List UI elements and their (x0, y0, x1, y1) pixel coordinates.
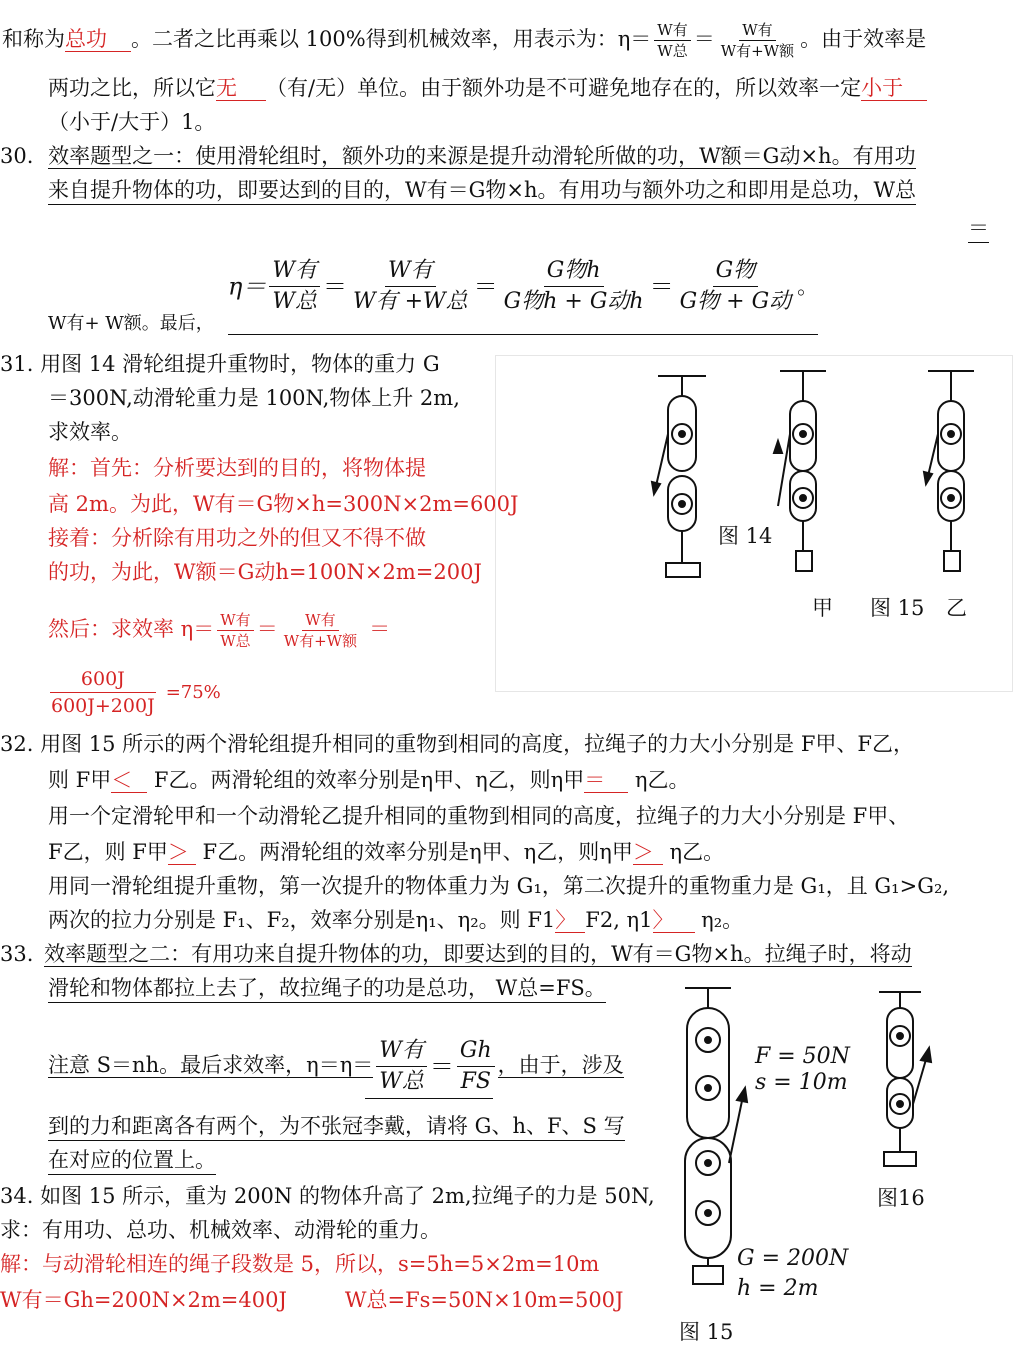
denominator: FS (460, 1069, 491, 1094)
pulley-diagrams-2 (675, 978, 1015, 1350)
question-number: 32. (0, 732, 34, 756)
text: 如图 15 所示，重为 200N 的物体升高了 2m,拉绳子的力是 50N, (40, 1184, 655, 1208)
text: F乙。两滑轮组的效率分别是η甲、η乙，则η甲 (147, 768, 585, 792)
fraction (457, 1036, 495, 1097)
numerator: W有 (217, 610, 253, 631)
text: 效率题型之二：有用功来自提升物体的功，即要达到的目的，W有＝G物×h。拉绳子时，将动 (44, 942, 912, 966)
eta-symbol: η＝ (228, 272, 267, 301)
denominator: W总 (272, 289, 318, 314)
label-jia: 甲 (812, 596, 833, 620)
denominator: 600J+200J (51, 695, 155, 717)
question-number: 30. (0, 144, 34, 168)
question-31-line-3: 求效率。 (48, 420, 132, 444)
question-number: 33. (0, 942, 34, 966)
figure-16-label: 图16 (877, 1186, 925, 1210)
text: W总=Fs=50N×10m=500J (344, 1288, 624, 1312)
period: 。 (797, 274, 819, 299)
intro-line-2 (48, 74, 927, 102)
figure-15-label: 图 15 (870, 596, 925, 620)
text: 注意 S＝nh。最后求效率，η＝η＝ (48, 1053, 374, 1077)
fraction (281, 610, 360, 651)
figure-15-label: 图 15 (679, 1320, 734, 1344)
numerator: Gh (457, 1036, 495, 1067)
text: η₂。 (694, 908, 744, 932)
solution-31-line-5 (48, 610, 390, 651)
numerator: W有 (739, 20, 775, 41)
text: 两次的拉力分别是 F₁、F₂，效率分别是η₁、η₂。则 F1 (48, 908, 556, 932)
fraction (376, 1036, 427, 1097)
numerator: W有 (269, 256, 320, 287)
figure-14-label: 图 14 (718, 524, 773, 548)
answer-blank-unit: 无 (216, 76, 266, 101)
numerator: W有 (376, 1036, 427, 1067)
question-33-line-4: 到的力和距离各有两个，为不张冠李戴，请将 G、h、F、S 写 (48, 1112, 625, 1141)
answer-blank: ＜ (111, 768, 147, 793)
intro-line-1 (2, 20, 926, 61)
text: 和称为 (2, 27, 65, 51)
text: F乙。两滑轮组的效率分别是η甲、η乙，则η甲 (195, 840, 633, 864)
fraction (48, 666, 158, 719)
question-34-line-1 (0, 1182, 655, 1210)
solution-31-line-1: 解：首先：分析要达到的目的，将物体提 (48, 456, 426, 480)
denominator: W有+W额 (283, 632, 358, 650)
answer-blank: 〉 (653, 908, 695, 933)
text: η乙。 (662, 840, 725, 864)
frac-d (677, 256, 795, 317)
solution-31-line-2: 高 2m。为此，W有＝G物×h=300N×2m=600J (48, 492, 519, 516)
equals: ＝ (649, 272, 674, 301)
numerator: G物h (544, 256, 604, 287)
force-label: F = 50N (755, 1044, 850, 1069)
text: 用图 14 滑轮组提升重物时，物体的重力 G (40, 352, 440, 376)
text: ，由于，涉及 (497, 1053, 624, 1077)
height-label: h = 2m (737, 1276, 819, 1301)
answer-blank: ＞ (633, 840, 663, 865)
equals: ＝ (473, 272, 498, 301)
answer-blank: ＝ (584, 768, 628, 793)
denominator: W总 (379, 1069, 424, 1094)
solution-31-line-4: 的功，为此，W额＝G动h=100N×2m=200J (48, 560, 482, 584)
question-31-line-2: ＝300N,动滑轮重力是 100N,物体上升 2m, (48, 386, 460, 410)
equals: ＝ (429, 1052, 454, 1081)
solution-34-line-1: 解：与动滑轮相连的绳子段数是 5，所以，s=5h=5×2m=10m (0, 1252, 600, 1276)
numerator: W有 (302, 610, 338, 631)
label-yi: 乙 (946, 596, 967, 620)
underline-rule (365, 1098, 493, 1099)
frac-c (501, 256, 647, 317)
text: 用图 15 所示的两个滑轮组提升相同的重物到相同的高度，拉绳子的力大小分别是 F甲、F乙， (40, 732, 914, 756)
answer-blank: 〉 (555, 908, 585, 933)
equals-sign: ＝ (968, 214, 989, 243)
answer-blank: ＞ (168, 840, 196, 865)
solution-34-line-2 (0, 1286, 623, 1314)
efficiency-fraction-1 (654, 20, 690, 61)
result: =75% (165, 681, 221, 703)
figure-14-15 (495, 355, 1013, 692)
question-32-line-4 (48, 838, 724, 866)
numerator: W有 (654, 20, 690, 41)
question-32-line-2 (48, 766, 690, 794)
intro-line-3: （小于/大于）1。 (48, 110, 216, 134)
denominator: G物 + G动 (679, 289, 792, 314)
text: F2, η1 (585, 908, 653, 932)
figure-15-16 (675, 978, 1015, 1350)
answer-blank-less-than: 小于 (861, 76, 927, 101)
frac-b (350, 256, 471, 317)
efficiency-formula (228, 256, 818, 335)
text: F乙，则 F甲 (48, 840, 168, 864)
text: 然后：求效率 η＝ (48, 617, 215, 641)
question-32-line-6 (48, 906, 743, 934)
text: 。二者之比再乘以 100%得到机械效率，用表示为：η＝ (131, 27, 652, 51)
weight-label: G = 200N (737, 1246, 849, 1271)
distance-label: s = 10m (755, 1070, 848, 1095)
question-32-line-1 (0, 730, 914, 758)
equals: ＝ (323, 272, 348, 301)
text: 效率题型之一：使用滑轮组时，额外功的来源是提升动滑轮所做的功，W额＝G动×h。有用功 (48, 144, 916, 168)
frac-a (269, 256, 320, 317)
equals: ＝ (256, 617, 278, 641)
equals: ＝ (369, 617, 391, 641)
text: W有＝Gh=200N×2m=400J (0, 1288, 287, 1312)
question-30 (0, 142, 916, 170)
text: 则 F甲 (48, 768, 112, 792)
denominator: W总 (220, 632, 251, 650)
question-34-line-2: 求：有用功、总功、机械效率、动滑轮的重力。 (0, 1218, 441, 1242)
question-number: 31. (0, 352, 34, 376)
answer-blank-total-work: 总功 (65, 27, 131, 52)
text: 两功之比，所以它 (48, 76, 216, 100)
numerator: 600J (50, 666, 156, 693)
text: η乙。 (628, 768, 690, 792)
text: （有/无）单位。由于额外功是不可避免地存在的，所以效率一定 (266, 76, 862, 100)
efficiency-fraction-2 (718, 20, 797, 61)
question-31-line-1 (0, 350, 440, 378)
equals: ＝ (693, 27, 715, 51)
denominator: W总 (657, 42, 688, 60)
question-number: 34. (0, 1184, 34, 1208)
question-33-line-2: 滑轮和物体都拉上去了，故拉绳子的功是总功， W总=FS。 (48, 974, 606, 1003)
question-30-tail: W有+ W额。最后， (48, 313, 214, 334)
solution-31-line-6 (48, 666, 221, 719)
numerator: G物 (713, 256, 759, 287)
question-32-line-3: 用一个定滑轮甲和一个动滑轮乙提升相同的重物到相同的高度，拉绳子的力大小分别是 F甲、 (48, 804, 910, 828)
denominator: W有+W额 (720, 42, 795, 60)
fraction (217, 610, 253, 651)
solution-31-line-3: 接着：分析除有用功之外的但又不得不做 (48, 526, 426, 550)
numerator: W有 (385, 256, 436, 287)
denominator: G物h + G动h (503, 289, 644, 314)
text: 。由于效率是 (800, 27, 927, 51)
question-33-line-3 (48, 1036, 624, 1097)
question-32-line-5: 用同一滑轮组提升重物，第一次提升的物体重力为 G₁，第二次提升的重物重力是 G₁，且 G₁>G₂, (48, 874, 950, 898)
denominator: W有 +W总 (353, 289, 468, 314)
question-33-line-5: 在对应的位置上。 (48, 1146, 216, 1175)
question-30-line-2: 来自提升物体的功，即要达到的目的，W有＝G物×h。有用功与额外功之和即用是总功，W总 (48, 176, 916, 205)
question-33-line-1 (0, 940, 912, 968)
